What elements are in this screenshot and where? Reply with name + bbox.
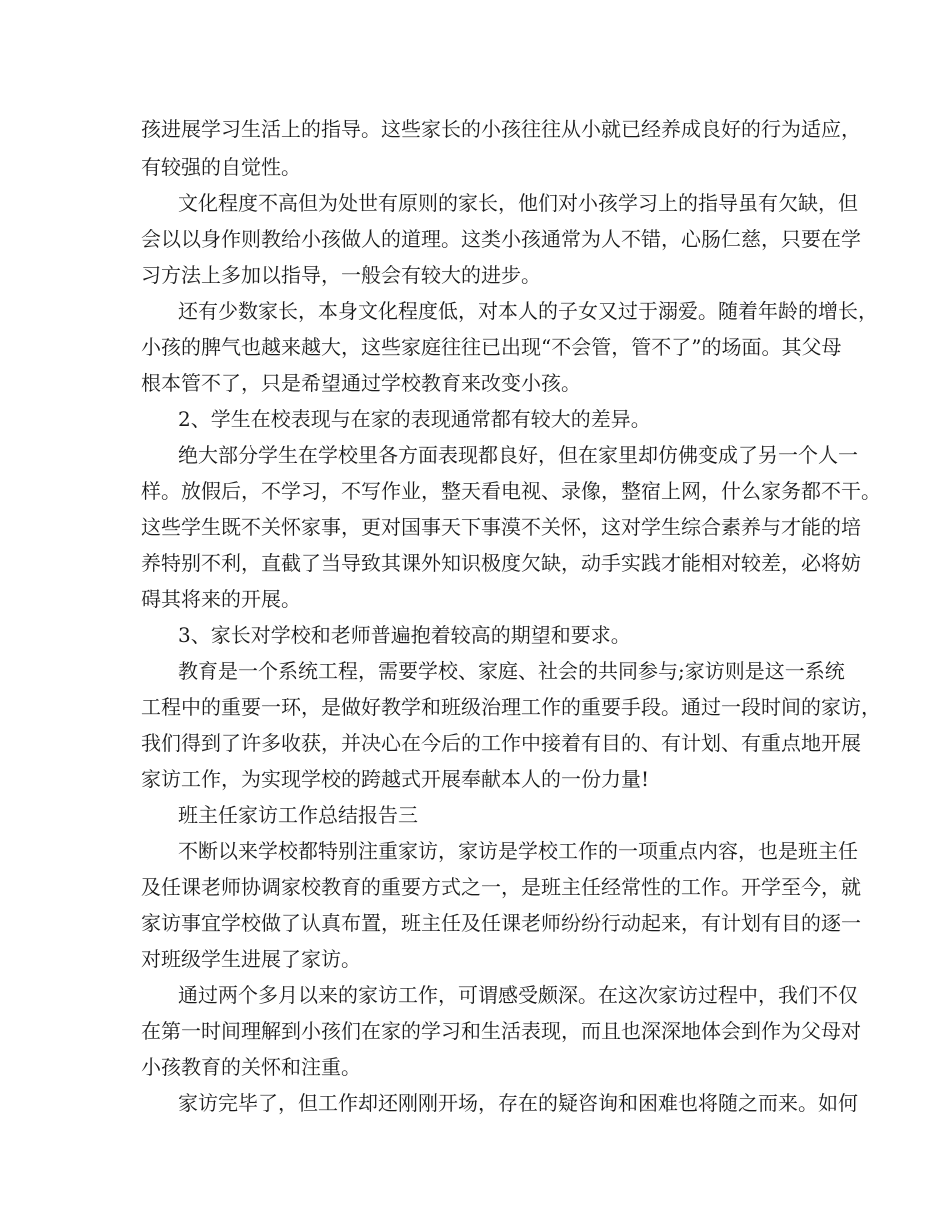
text-line: 习方法上多加以指导，一般会有较大的进步。 [141, 263, 541, 287]
text-line: 有较强的自觉性。 [141, 155, 301, 179]
text-line: 养特别不利，直截了当导致其课外知识极度欠缺，动手实践才能相对较差，必将妨 [141, 551, 861, 575]
text-line: 这些学生既不关怀家事，更对国事天下事漠不关怀，这对学生综合素养与才能的培 [141, 515, 861, 539]
paragraph-line: 通过两个多月以来的家访工作，可谓感受颇深。在这次家访过程中，我们不仅 [178, 983, 858, 1007]
report-title: 班主任家访工作总结报告三 [178, 803, 418, 827]
section-heading: 3、家长对学校和老师普遍抱着较高的期望和要求。 [178, 623, 631, 647]
paragraph-line: 还有少数家长，本身文化程度低，对本人的子女又过于溺爱。随着年龄的增长， [178, 299, 878, 323]
text-line: 在第一时间理解到小孩们在家的学习和生活表现，而且也深深地体会到作为父母对 [141, 1019, 861, 1043]
paragraph-line: 绝大部分学生在学校里各方面表现都良好，但在家里却仿佛变成了另一个人一 [178, 443, 858, 467]
paragraph-line: 不断以来学校都特别注重家访，家访是学校工作的一项重点内容，也是班主任 [178, 839, 858, 863]
text-line: 工程中的重要一环，是做好教学和班级治理工作的重要手段。通过一段时间的家访， [141, 695, 881, 719]
text-line: 孩进展学习生活上的指导。这些家长的小孩往往从小就已经养成良好的行为适应， [141, 117, 861, 141]
paragraph-line: 文化程度不高但为处世有原则的家长，他们对小孩学习上的指导虽有欠缺，但 [178, 191, 858, 215]
text-line: 会以以身作则教给小孩做人的道理。这类小孩通常为人不错，心肠仁慈，只要在学 [141, 227, 861, 251]
text-line: 家访事宜学校做了认真布置，班主任及任课老师纷纷行动起来，有计划有目的逐一 [141, 911, 861, 935]
text-line: 我们得到了许多收获，并决心在今后的工作中接着有目的、有计划、有重点地开展 [141, 731, 861, 755]
text-line: 根本管不了，只是希望通过学校教育来改变小孩。 [141, 371, 581, 395]
text-line: 小孩教育的关怀和注重。 [141, 1055, 361, 1079]
text-line: 碍其将来的开展。 [141, 587, 301, 611]
text-line: 小孩的脾气也越来越大，这些家庭往往已出现“不会管，管不了”的场面。其父母 [141, 335, 842, 359]
text-line: 对班级学生进展了家访。 [141, 947, 361, 971]
paragraph-line: 教育是一个系统工程，需要学校、家庭、社会的共同参与;家访则是这一系统 [178, 659, 845, 683]
text-line: 及任课老师协调家校教育的重要方式之一，是班主任经常性的工作。开学至今，就 [141, 875, 861, 899]
text-line: 样。放假后，不学习，不写作业，整天看电视、录像，整宿上网，什么家务都不干。 [141, 479, 881, 503]
section-heading: 2、学生在校表现与在家的表现通常都有较大的差异。 [178, 407, 651, 431]
text-line: 家访工作，为实现学校的跨越式开展奉献本人的一份力量! [141, 767, 650, 791]
paragraph-line: 家访完毕了，但工作却还刚刚开场，存在的疑咨询和困难也将随之而来。如何 [178, 1091, 858, 1115]
